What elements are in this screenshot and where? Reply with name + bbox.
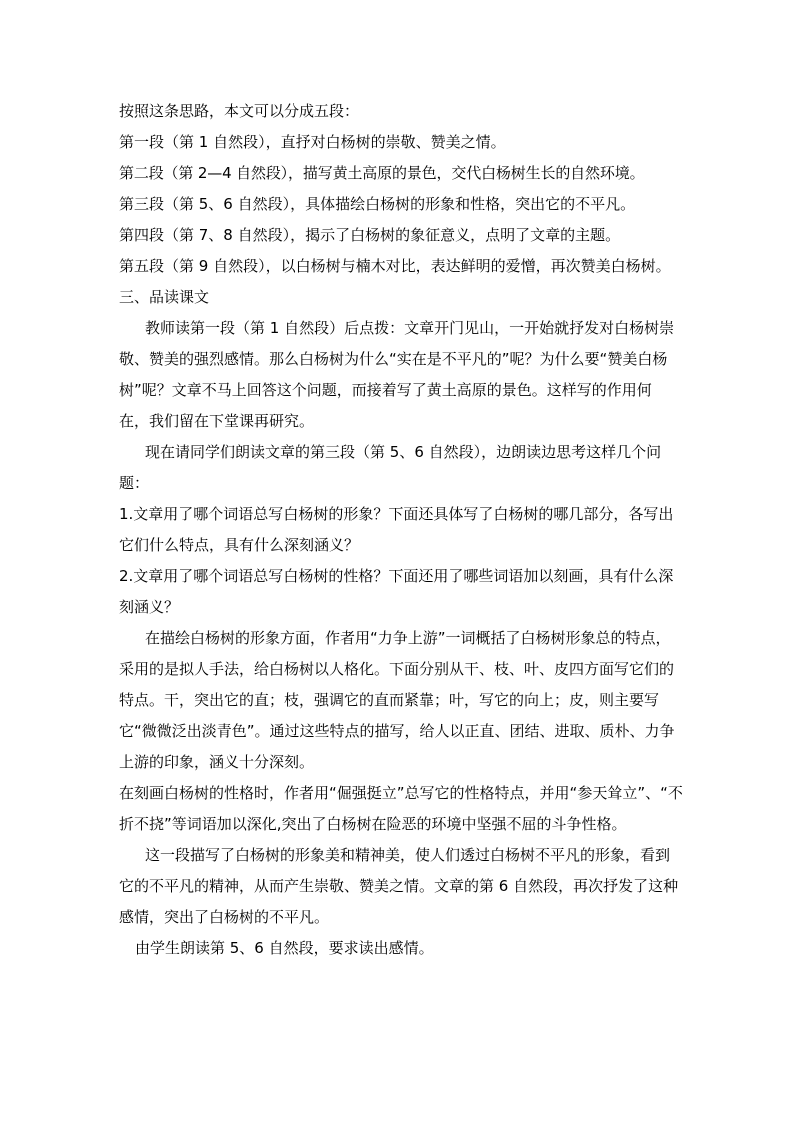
intro-paragraph: 按照这条思路，本文可以分成五段： xyxy=(119,102,360,120)
section-3-summary: 第三段（第 5、6 自然段），具体描绘白杨树的形象和性格，突出它的不平凡。 xyxy=(119,195,636,213)
document-body xyxy=(119,96,699,964)
section-4-summary: 第四段（第 7、8 自然段），揭示了白杨树的象征意义，点明了文章的主题。 xyxy=(119,226,621,244)
section-heading: 三、品读课文 xyxy=(119,288,210,306)
section-5-summary: 第五段（第 9 自然段），以白杨树与楠木对比，表达鲜明的爱憎，再次赞美白杨树。 xyxy=(119,257,671,275)
student-reading-paragraph: 由学生朗读第 5、6 自然段，要求读出感情。 xyxy=(135,939,434,957)
teacher-reading-paragraph: 教师读第一段（第 1 自然段）后点拨：文章开门见山，一开始就抒发对白杨树崇敬、赞美的强烈感情。那么白杨树为什么“实在是不平凡的”呢？为什么要“赞美白杨树”呢？文章不马上回答这个问题，而接着写了黄土高原的景色。这样写的作用何在，我们留在下堂课再研究。 xyxy=(119,319,675,430)
section-2-summary: 第二段（第 2—4 自然段），描写黄土高原的景色，交代白杨树生长的自然环境。 xyxy=(119,164,645,182)
summary-paragraph: 这一段描写了白杨树的形象美和精神美，使人们透过白杨树不平凡的形象，看到它的不平凡的精神，从而产生崇敬、赞美之情。文章的第 6 自然段，再次抒发了这种感情，突出了白杨树的不平凡。 xyxy=(119,846,679,926)
character-analysis-paragraph: 在刻画白杨树的性格时，作者用“倔强挺立”总写它的性格特点，并用“参天耸立”、“不折不挠”等词语加以深化,突出了白杨树在险恶的环境中坚强不屈的斗争性格。 xyxy=(119,784,683,833)
reading-instruction-paragraph: 现在请同学们朗读文章的第三段（第 5、6 自然段），边朗读边思考这样几个问题： xyxy=(119,443,662,492)
section-1-summary: 第一段（第 1 自然段），直抒对白杨树的崇敬、赞美之情。 xyxy=(119,133,506,151)
question-1: 1.文章用了哪个词语总写白杨树的形象？下面还具体写了白杨树的哪几部分，各写出它们什么特点，具有什么深刻涵义？ xyxy=(119,505,674,554)
image-analysis-paragraph: 在描绘白杨树的形象方面，作者用“力争上游”一词概括了白杨树形象总的特点，采用的是拟人手法，给白杨树以人格化。下面分别从干、枝、叶、皮四方面写它们的特点。干，突出它的直；枝，强调它的直而紧靠；叶，写它的向上；皮，则主要写它“微微泛出淡青色”。通过这些特点的描写，给人以正直、团结、进取、质朴、力争上游的印象，涵义十分深刻。 xyxy=(119,629,675,771)
question-2: 2.文章用了哪个词语总写白杨树的性格？下面还用了哪些词语加以刻画，具有什么深刻涵义？ xyxy=(119,567,674,616)
